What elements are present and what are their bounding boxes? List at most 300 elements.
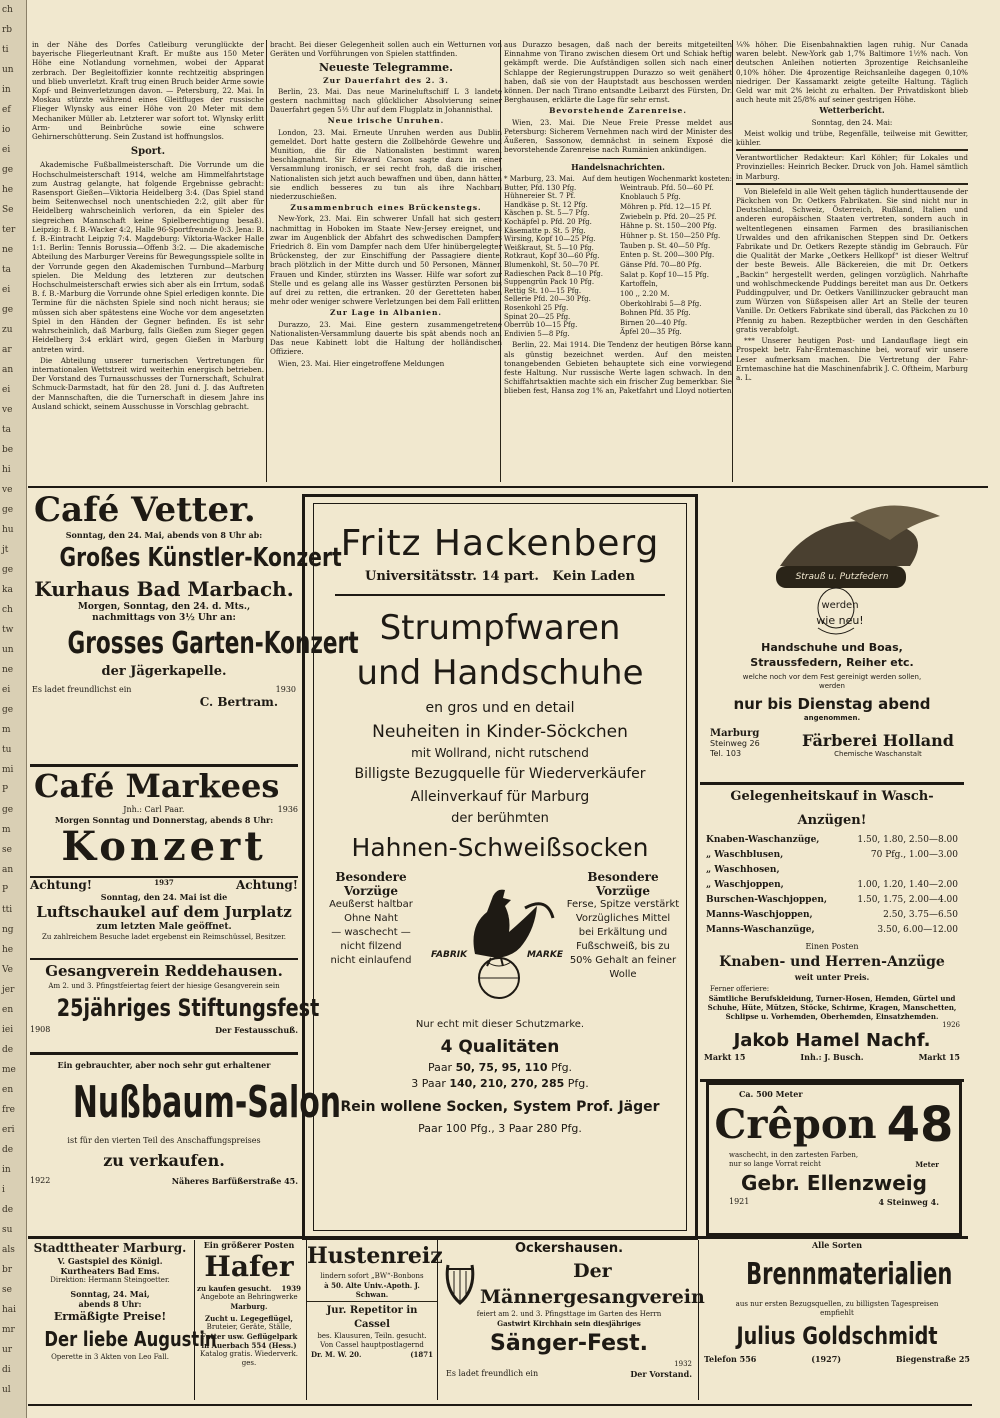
hack-beruehmt: der berühmten xyxy=(451,811,549,826)
ad-gesangverein xyxy=(30,958,320,1055)
market-price: Weintraub. Pfd. 50—60 Pf. xyxy=(620,183,714,192)
husten-l3: bes. Klausuren, Teiln. gesucht. xyxy=(317,1332,427,1340)
hack-echt: Nur echt mit dieser Schutzmarke. xyxy=(415,1019,585,1030)
prospekt-text: *** Unserer heutigen Post- und Landauflage liegt ein Prospekt betr. Fahr-Erntemaschine bei, worauf wir unsere Leser aufmerksam machen. Die Vertretung der Fahr-Erntemaschine hat die Maschinenfabrik J. C. Oftheim, Marburg a. L. xyxy=(736,336,968,382)
margin-fragment: jt xyxy=(2,545,9,555)
hack-allein: Alleinverkauf für Marburg xyxy=(410,789,590,805)
vetter-date: Sonntag, den 24. Mai, abends von 8 Uhr ab: xyxy=(65,530,263,540)
hamel-preis: weit unter Preis. xyxy=(794,972,870,982)
margin-fragment: ar xyxy=(2,345,12,355)
margin-fragment: ta xyxy=(2,425,11,435)
market-price: Birnen 20—40 Pfg. xyxy=(620,318,688,327)
hack-paar: Paar xyxy=(427,1061,453,1074)
market-price-row xyxy=(620,242,732,252)
hamel-item: „ Waschhosen, xyxy=(706,865,780,875)
margin-fragment: se xyxy=(2,1285,12,1295)
vetter-footer xyxy=(30,679,298,695)
hack-vorzug-left: nicht einlaufend xyxy=(330,955,412,966)
hack-paar3: 3 Paar xyxy=(411,1077,446,1090)
hamel-row xyxy=(700,833,964,848)
hafer-l2: Bruteier, Geräte, Ställe, xyxy=(206,1323,292,1331)
margin-fragment: iei xyxy=(2,1025,14,1035)
brenn-top: Alle Sorten xyxy=(811,1240,863,1250)
luftschaukel-title: Luftschaukel auf dem Jurplatz xyxy=(36,903,292,921)
market-price-row xyxy=(504,304,616,313)
hafer-kat: Katalog gratis. Wiederverk. ges. xyxy=(200,1350,298,1367)
crepon-firm: Gebr. Ellenzweig xyxy=(741,1171,927,1195)
hack-price-140: 140, xyxy=(449,1077,477,1090)
market-price-row xyxy=(504,278,616,287)
market-price: Radieschen Pack 8—10 Pfg. xyxy=(504,269,603,278)
margin-fragment: in xyxy=(2,1165,11,1175)
margin-fragment: ge xyxy=(2,565,14,575)
sport-heading: Sport. xyxy=(130,146,166,158)
news-column-2 xyxy=(266,40,502,482)
market-price: Kochäpfel p. Pfd. 20 Pfg. xyxy=(504,218,592,227)
hack-neuheiten: Neuheiten in Kinder-Söckchen xyxy=(372,722,628,742)
market-price-row xyxy=(620,203,732,213)
ad-faerberei-holland xyxy=(700,496,964,778)
husten-l4: Von Cassel hauptpostlagernd xyxy=(320,1341,424,1349)
hack-vorzug-left: Ohne Naht xyxy=(344,913,398,924)
hack-rein-wollen: Rein wollene Socken, System Prof. Jäger xyxy=(340,1099,660,1115)
rooster-trademark xyxy=(427,866,567,1006)
margin-fragment: he xyxy=(2,945,14,955)
margin-fragment: ve xyxy=(2,405,13,415)
hamel-anzuege: Knaben- und Herren-Anzüge xyxy=(719,954,945,970)
ad-luftschaukel xyxy=(30,876,298,958)
market-price: Rotkraut, Kopf 30—60 Pfg. xyxy=(504,252,600,261)
margin-fragment: ne xyxy=(2,665,14,675)
markees-owner: Jnh.: Carl Paar. xyxy=(123,805,185,814)
hamel-price: 3.50, 6.00—12.00 xyxy=(877,925,958,935)
market-price: Suppengrün Pack 10 Pfg. xyxy=(504,278,595,287)
margin-fragment: tw xyxy=(2,625,14,635)
hamel-footer xyxy=(700,1052,964,1062)
hack-vorzug-right: Ferse, Spitze verstärkt xyxy=(566,899,680,910)
hafer-num: 1939 xyxy=(281,1284,301,1293)
hamel-row xyxy=(700,878,964,893)
hamel-ferner: Ferner offeriere: xyxy=(710,985,770,993)
market-price: Bohnen Pfd. 35 Pfg. xyxy=(620,309,691,318)
crepon-addr: 4 Steinweg 4. xyxy=(878,1197,939,1207)
theater-title: Stadttheater Marburg. xyxy=(33,1241,187,1255)
market-price: Käschen p. St. 5—7 Pfg. xyxy=(504,209,590,218)
hafer-city: Marburg. xyxy=(230,1302,268,1311)
nuss-big: Nußbaum-Salon xyxy=(72,1077,342,1128)
margin-fragment: ei xyxy=(2,385,11,395)
ockers-sig: Der Vorstand. xyxy=(630,1369,692,1379)
trade-heading: Handelsnachrichten. xyxy=(571,162,665,173)
hamel-row xyxy=(700,863,964,878)
market-price-row xyxy=(504,184,616,193)
hamel-row xyxy=(700,848,964,863)
margin-fragment: P xyxy=(2,785,9,795)
market-price-row xyxy=(620,222,732,232)
lyre-icon xyxy=(440,1259,480,1309)
news-column-1 xyxy=(32,40,264,482)
holland-illustration xyxy=(700,496,964,640)
market-price-row xyxy=(504,209,616,218)
margin-fragment: in xyxy=(2,85,11,95)
hamel-item: Burschen-Waschjoppen, xyxy=(706,895,827,905)
ad-crepon xyxy=(706,1082,962,1236)
market-price-row xyxy=(620,261,732,271)
news-column-3 xyxy=(500,40,732,482)
margin-fragment: Se xyxy=(2,205,14,215)
irish-heading: Neue irische Unruhen. xyxy=(327,116,445,126)
hack-price-270: 270, xyxy=(510,1077,538,1090)
market-price-row xyxy=(504,295,616,304)
crepon-big: Crêpon xyxy=(714,1101,877,1148)
margin-fragment: ti xyxy=(2,45,9,55)
hack-bv-right-title: Besondere Vorzüge xyxy=(587,870,659,898)
holland-wie-neu: wie neu! xyxy=(816,614,864,627)
margin-fragment: de xyxy=(2,1145,14,1155)
tsar-text: Wien, 23. Mai. Die Neue Freie Presse meldet aus Petersburg: Sicherem Vernehmen nach wird der Minister des Äußeren, Sassonow, demnächst in seinem Exposé die bevorstehende Zarenreise nach Rumänien ankündigen. xyxy=(504,117,732,155)
market-note: Auf dem heutigen Wochenmarkt kosteten: xyxy=(582,174,732,183)
margin-fragment: un xyxy=(2,65,14,75)
hafer-big: Hafer xyxy=(204,1250,294,1283)
crepon-num: 1921 xyxy=(729,1197,750,1206)
margin-fragment: zu xyxy=(2,325,13,335)
market-price: Käsematte p. St. 5 Pfg. xyxy=(504,226,586,235)
hack-vorzug-right: 50% Gehalt an feiner xyxy=(569,955,677,966)
zeppelin-heading: Zur Dauerfahrt des 2. 3. xyxy=(323,75,449,85)
hamel-list: Sämtliche Berufskleidung, Turner-Hosen, Hemden, Gürtel und Schuhe, Hüte, Mützen, Stöcke, Schirme, Kragen, Manschetten, Schlipse u. Vorhemden, Oberhemden, Einsatzhemden. xyxy=(707,994,957,1021)
market-price: Knoblauch 5 Pfg. xyxy=(620,193,681,202)
margin-fragment: ef xyxy=(2,105,11,115)
margin-fragment: P xyxy=(2,885,9,895)
boerse-text: Berlin, 22. Mai 1914. Die Tendenz der heutigen Börse kann als günstig bezeichnet werden. Auf den meisten tonangebenden Gebieten behauptete sich eine vorwiegend feste Haltung. Nur russische Werte lagen schwach. In den Schiffahrtsaktien machte sich ein frischer Zug bemerkbar. Sie blieben fest, Hansa zog 1% an, Paketfahrt und Lloyd notierten xyxy=(504,340,732,396)
market-price-row xyxy=(504,261,616,270)
margin-fragment: i xyxy=(2,1185,5,1195)
hack-price-75: 75, xyxy=(478,1061,499,1074)
margin-fragment: su xyxy=(2,1225,13,1235)
holland-l3: welche noch vor dem Fest gereinigt werden sollen, werden xyxy=(742,673,922,690)
market-price-row xyxy=(504,244,616,253)
markees-num: 1936 xyxy=(277,805,298,814)
market-price: Handkäse p. St. 12 Pfg. xyxy=(504,200,588,209)
hack-price-50: 50, xyxy=(455,1061,476,1074)
market-price: Weißkraut, St. 5—10 Pfg. xyxy=(504,243,594,252)
margin-fragment: de xyxy=(2,1045,14,1055)
crepon-top: Ca. 500 Meter xyxy=(739,1089,803,1099)
vetter-headline: Großes Künstler-Konzert xyxy=(59,543,342,573)
ockers-l2: Gastwirt Kirchhain sein diesjähriges xyxy=(497,1319,641,1328)
ockers-lade: Es ladet freundlich ein xyxy=(446,1369,539,1378)
hafer-top: Ein größerer Posten xyxy=(203,1240,295,1250)
tsar-heading: Bevorstehende Zarenreise. xyxy=(549,106,687,116)
ockers-num: 1932 xyxy=(674,1360,692,1368)
hamel-price: 2.50, 3.75—6.50 xyxy=(883,910,958,920)
hack-hahnen: Hahnen-Schweißsocken xyxy=(351,833,649,862)
weather-date: Sonntag, den 24. Mai: xyxy=(811,117,893,127)
margin-fragment: be xyxy=(2,445,14,455)
hack-price-95: 95, xyxy=(501,1061,522,1074)
theater-time: abends 8 Uhr: xyxy=(78,1299,142,1309)
margin-fragment: me xyxy=(2,1065,16,1075)
left-margin-strip xyxy=(0,0,27,1418)
theater-l2: Kurtheaters Bad Ems. xyxy=(60,1266,160,1276)
market-price: Sellerie Pfd. 20—30 Pfg. xyxy=(504,295,591,304)
market-price-row xyxy=(504,218,616,227)
ad-hafer xyxy=(194,1240,303,1400)
market-price-row xyxy=(504,201,616,210)
achtung-num: 1937 xyxy=(154,878,174,887)
holland-street: Steinweg 26 xyxy=(710,739,760,748)
margin-fragment: un xyxy=(2,645,14,655)
hamel-owner: Inh.: J. Busch. xyxy=(800,1052,864,1062)
holland-l1: Handschuhe und Boas, xyxy=(761,641,903,654)
margin-fragment: ter xyxy=(2,225,16,235)
margin-fragment: hi xyxy=(2,465,11,475)
vienna-text: Wien, 23. Mai. Hier eingetroffene Meldungen xyxy=(278,358,445,368)
margin-fragment: Ve xyxy=(2,965,13,975)
hamel-title: Gelegenheitskauf in Wasch-Anzügen! xyxy=(730,789,934,828)
bridge-heading: Zusammenbruch eines Brückenstegs. xyxy=(290,203,482,213)
margin-fragment: mr xyxy=(2,1325,15,1335)
weather-heading: Wetterbericht. xyxy=(819,105,885,116)
holland-l4: nur bis Dienstag abend xyxy=(733,695,931,713)
imprint: Verantwortlicher Redakteur: Karl Köhler; für Lokales und Provinzielles: Heinrich Becker. Druck von Joh. Hamel sämtlich in Marburg. xyxy=(736,153,968,181)
margin-fragment: se xyxy=(2,845,12,855)
hack-vorzug-right: Vorzügliches Mittel xyxy=(575,913,671,924)
hamel-row xyxy=(700,893,964,908)
ad-jakob-hamel xyxy=(700,782,964,1082)
hack-price-285: 285 xyxy=(541,1077,565,1090)
market-price: Spinat 20—25 Pfg. xyxy=(504,312,571,321)
margin-fragment: ne xyxy=(2,245,14,255)
boerse-cont: ¼% höher. Die Eisenbahnaktien lagen ruhig. Nur Canada waren belebt. New-York gab 1,7% Baltimore 1½% nach. Von deutschen Anleihen notierten 3prozentige Reichsanleihe 0,10% höher. Die 4prozentige Reichsanleihe dagegen 0,10% niedriger. Der Kassamarkt zeigte geteilte Haltung. Täglich Geld war mit 2% leicht zu erhalten. Der Privatdiskont blieb auch heute mit 25/8% auf seiner gestrigen Höhe. xyxy=(736,40,968,105)
hamel-price-table xyxy=(700,833,964,938)
margin-fragment: ch xyxy=(2,605,13,615)
margin-fragment: ge xyxy=(2,165,14,175)
hack-wollrand: mit Wollrand, nicht rutschend xyxy=(411,746,589,760)
sport-text-2: Die Abteilung unserer turnerischen Vertretungen für internationalen Wettstreit wird weiterhin energisch betrieben. Der Vorstand des Turnausschusses der Turnerschaft, Schulrat Schmuck-Darmstadt, hat für den 28. Juni d. J. das Auftreten der Mannschaften, die die Turnerschaft in diesem Jahre ins Ausland schickt, seinem Ausschusse in Vorschlag gebracht. xyxy=(32,355,264,411)
market-price: Wirsing, Kopf 10—25 Pfg. xyxy=(504,235,596,244)
market-price: Kartoffeln, xyxy=(620,280,658,289)
margin-fragment: ge xyxy=(2,505,14,515)
margin-fragment: ei xyxy=(2,285,11,295)
margin-fragment: ur xyxy=(2,1345,13,1355)
hamel-price: 1.00, 1.20, 1.40—2.00 xyxy=(857,880,958,890)
hack-vorzug-right: Wolle xyxy=(609,969,637,980)
margin-fragment: ng xyxy=(2,925,14,935)
holland-sub: Chemische Waschanstalt xyxy=(834,750,922,758)
hack-strumpfwaren: Strumpfwaren xyxy=(379,608,621,648)
markees-days: Morgen Sonntag und Donnerstag, abends 8 Uhr: xyxy=(54,815,274,825)
oetker-text: Von Bielefeld in alle Welt gehen täglich hunderttausende der Päckchen von Dr. Oetkers Fabrikaten. Sie sind nicht nur in Deutschland, Schweiz, Österreich, Rußland, Italien und anderen europäischen Staaten vertreten, sondern auch in weltentlegenen einsamen Farmen des brasilianischen Urwaldes und den afrikanischen Steppen sind Dr. Oetkers Fabrikate und Dr. Oetkers Rezepte ständig im Gebrauch. Für die Qualität der Marke „Oetkers Hellkopf“ ist dieser Weltruf der beste Beweis. Alle Bäckereien, die mit Dr. Oetkers „Backin“ hergestellt werden, gelingen vorzüglich. Nahrhafte und wohlschmeckende Puddings bereitet man aus Dr. Oetkers Puddingpulver, und Dr. Oetkers Vanillinzucker gebraucht man zum Würzen von Süßspeisen aller Art an Stelle der teuren Vanille. Dr. Oetkers Fabrikate sind überall, das Päckchen zu 10 Pfennig zu haben. Rezeptbücher werden in den Geschäften gratis verabfolgt. xyxy=(736,186,968,334)
holland-firm: Färberei Holland xyxy=(801,731,954,750)
hamel-price xyxy=(843,863,964,878)
holland-l2: Straussfedern, Reiher etc. xyxy=(750,656,914,669)
hack-vorzug-right: bei Erkältung und xyxy=(578,927,668,938)
market-price: Äpfel 20—35 Pfg. xyxy=(620,328,682,337)
market-price: Rettig St. 10—15 Pfg. xyxy=(504,286,582,295)
theater-l1: V. Gastspiel des Königl. xyxy=(57,1256,163,1266)
brenn-big: Brennmaterialien xyxy=(746,1257,953,1292)
kurhaus-name: Kurhaus Bad Marbach. xyxy=(34,577,294,601)
durazzo-text: aus Durazzo besagen, daß nach der bereits mitgeteilten Einnahme von Tirano zwischen diesem Ort und Schiak heftig gekämpft werde. Die Aufständigen sollen sich nach einer Schlappe der Regierungstruppen Durazzo so weit genähert haben, daß sie von der Hauptstadt aus beschossen werden können. Der nach Tirano entsandte Leibarzt des Fürsten, Dr. Berghausen, erklärte die Lage für sehr ernst. xyxy=(504,40,732,105)
ockers-fest: Sänger-Fest. xyxy=(489,1331,649,1356)
market-price-row xyxy=(620,193,732,203)
hamel-row xyxy=(700,908,964,923)
margin-fragment: ul xyxy=(2,1385,11,1395)
holland-l5: angenommen. xyxy=(803,714,861,722)
crepon-price: 48 xyxy=(886,1097,954,1153)
margin-fragment: ei xyxy=(2,145,11,155)
margin-fragment: fre xyxy=(2,1105,15,1115)
brenn-l2: empfiehlt xyxy=(820,1309,854,1317)
market-price-row xyxy=(620,232,732,242)
husten-big: Hustenreiz xyxy=(307,1243,443,1269)
bridge-text: New-York, 23. Mai. Ein schwerer Unfall hat sich gestern nachmittag in Hoboken im Staate New-Jersey ereignet, und zwar im Augenblick der Abfahrt des schwedischen Dampfers Friedrich 8. Ein vom Dampfer nach dem Ufer hinübergelegter Brückensteg, der zur Einschiffung der Passagiere diente, brach plötzlich in der Mitte durch und 50 Personen, Männer, Frauen und Kinder, stürzten ins Wasser. Hilfe war sofort zur Stelle und es gelang alle ins Wasser gestürzten Personen bis auf drei zu retten, die ertranken. 20 der Geretteten haben mehr oder weniger schwere Verletzungen bei dem Fall erlitten. xyxy=(270,214,502,307)
market-price: Blumenkohl, St. 50—70 Pf. xyxy=(504,260,600,269)
kurhaus-date: Morgen, Sonntag, den 24. d. Mts., xyxy=(77,602,251,612)
market-price-row xyxy=(504,313,616,322)
market-price: Tauben p. St. 40—50 Pfg. xyxy=(620,241,711,250)
gesang-big: 25jähriges Stiftungsfest xyxy=(56,994,320,1022)
market-price-row xyxy=(620,328,732,338)
ad-cafe-vetter xyxy=(30,490,359,760)
kurhaus-time: nachmittags von 3½ Uhr an: xyxy=(92,613,236,623)
vetter-invite: Es ladet freundlichst ein xyxy=(32,685,132,694)
market-price: Rosenkohl 25 Pfg. xyxy=(504,303,569,312)
market-price: Zwiebeln p. Pfd. 20—25 Pf. xyxy=(620,212,717,221)
market-price-row xyxy=(620,309,732,319)
market-price-row xyxy=(620,280,732,290)
hack-vorzuege xyxy=(305,866,695,1016)
weather-text: Meist wolkig und trübe, Regenfälle, teilweise mit Gewitter, kühler. xyxy=(736,128,968,148)
market-price: 100 ,, 2.20 M. xyxy=(620,289,670,298)
theater-preis: Ermäßigte Preise! xyxy=(53,1310,167,1323)
holland-footer xyxy=(700,723,964,759)
col2-intro: bracht. Bei dieser Gelegenheit sollen auch ein Wetturnen von Geräten und Vorführungen von Spielen stattfinden. xyxy=(270,40,502,59)
hack-qualitaeten: 4 Qualitäten xyxy=(440,1037,560,1057)
hamel-markt-1: Markt 15 xyxy=(704,1052,746,1062)
margin-fragment: ei xyxy=(2,685,11,695)
nuss-num: 1922 xyxy=(30,1176,51,1185)
margin-fragment: ka xyxy=(2,585,13,595)
telegramme-heading: Neueste Telegramme. xyxy=(319,61,453,75)
husten-l1: lindern sofort „BW“-Bonbons xyxy=(320,1272,424,1280)
margin-fragment: tti xyxy=(2,905,13,915)
theater-dir: Direktion: Hermann Steingoetter. xyxy=(50,1276,170,1284)
theater-date: Sonntag, 24. Mai, xyxy=(70,1289,150,1299)
hafer-kauf: zu kaufen gesucht. xyxy=(197,1284,272,1293)
market-price-row xyxy=(504,252,616,261)
fabrik-label: FABRIK xyxy=(431,950,468,960)
hack-vorzug-right: Fußschweiß, bis zu xyxy=(576,941,670,952)
hack-vorzug-left: — waschecht — xyxy=(331,927,411,938)
hamel-item: „ Waschjoppen, xyxy=(706,880,784,890)
market-price-row xyxy=(504,235,616,244)
hafer-l4: in Auerbach 554 (Hess.) xyxy=(201,1341,297,1350)
market-intro xyxy=(504,175,732,184)
margin-fragment: de xyxy=(2,1205,14,1215)
hack-pfg-2: Pfg. xyxy=(567,1077,589,1090)
margin-fragment: br xyxy=(2,1265,13,1275)
market-price-row xyxy=(504,321,616,330)
margin-fragment: m xyxy=(2,825,11,835)
gesang-line: Am 2. und 3. Pfingstfeiertag feiert der hiesige Gesangverein sein xyxy=(48,982,280,990)
albania-text: Durazzo, 23. Mai. Eine gestern zusammengetretene Nationalisten-Versammlung dauerte bis spät abends noch an. Das neue Kabinett lobt die Haltung der holländischen Offiziere. xyxy=(270,319,502,357)
husten-l2: à 50. Alte Univ.-Apoth. J. Schwan. xyxy=(324,1281,420,1299)
margin-fragment: di xyxy=(2,1365,11,1375)
hack-price-210: 210, xyxy=(480,1077,508,1090)
market-list-left xyxy=(504,184,616,339)
crepon-row xyxy=(709,1160,959,1169)
market-price-row xyxy=(504,270,616,279)
brenn-tel: Telefon 556 xyxy=(704,1354,757,1364)
crepon-l1: waschecht, in den zartesten Farben, xyxy=(729,1151,859,1159)
market-price-row xyxy=(620,251,732,261)
margin-fragment: mi xyxy=(2,765,14,775)
achtung-date: Sonntag, den 24. Mai ist die xyxy=(100,892,228,902)
market-prices xyxy=(504,184,732,339)
margin-fragment: ch xyxy=(2,5,13,15)
hack-kein-laden: Kein Laden xyxy=(552,569,635,584)
market-date: * Marburg, 23. Mai. xyxy=(504,174,575,183)
hafer-l3: Futter usw. Geflügelpark xyxy=(200,1332,298,1341)
flight-accident-text: in der Nähe des Dorfes Catleiburg verunglückte der bayerische Fliegerleutnant Kraft. Er mußte aus 150 Meter Höhe eine Notlandung vornehmen, wobei der Apparat zerbrach. Der Begleitoffizier konnte rechtzeitig abspringen und blieb unverletzt. Kraft trug einen Bruch beider Arme sowie Kopf- und Beinverletzungen davon. — Petersburg, 22. Mai. In Moskau stürzte während eines Gleitfluges der russische Flieger Wlynsky aus einer Höhe von 20 Meter mit dem Mechaniker Müller ab. Letzterer war sofort tot. Wlynsky erlitt Arm- und Beinbrüche sowie eine schwere Gehirnerschütterung. Sein Zustand ist hoffnungslos. xyxy=(32,40,265,142)
holland-city: Marburg xyxy=(710,728,760,739)
luftschaukel-invite: Zu zahlreichem Besuche ladet ergebenst ein Reimschüssel, Besitzer. xyxy=(41,933,286,941)
luftschaukel-last: zum letzten Male geöffnet. xyxy=(96,922,232,932)
nuss-mid: ist für den vierten Teil des Anschaffungspreises xyxy=(67,1136,261,1145)
crepon-meter: Meter xyxy=(915,1160,939,1169)
hack-bv-left-title: Besondere Vorzüge xyxy=(335,870,407,898)
market-price-row xyxy=(620,184,732,194)
hamel-firm: Jakob Hamel Nachf. xyxy=(733,1030,931,1051)
margin-fragment: m xyxy=(2,725,11,735)
garten-konzert: Grosses Garten-Konzert xyxy=(67,626,359,661)
ad-ockershausen xyxy=(440,1240,705,1400)
margin-fragment: hu xyxy=(2,525,14,535)
hamel-markt-2: Markt 15 xyxy=(918,1052,960,1062)
margin-fragment: ta xyxy=(2,265,11,275)
market-price: Hähne p. St. 150—200 Pfg. xyxy=(620,222,717,231)
ockers-title: Ockershausen. xyxy=(514,1241,624,1256)
market-price: Möhren p. Pfd. 12—15 Pf. xyxy=(620,202,712,211)
hamel-row xyxy=(700,923,964,938)
market-price-row xyxy=(620,300,732,310)
irish-text: London, 23. Mai. Erneute Unruhen werden aus Dublin gemeldet. Dort hatte gestern die Zollbehörde Gewehre und Munition, die für die Nationalisten bestimmt waren, beschlagnahmt. Sir Edward Carson sagte dazu in einer Versammlung ironisch, er sei recht froh, daß die irischen Nationalisten sich jetzt auch bewaffnen und üben, dann hätten sie endlich besseres zu tun als ihre Nachbarn niederzuschießen. xyxy=(270,127,502,202)
gesang-num: 1908 xyxy=(30,1025,51,1034)
hamel-num: 1926 xyxy=(942,1021,960,1029)
theater-op: Operette in 3 Akten von Leo Fall. xyxy=(51,1353,169,1361)
gesang-title: Gesangverein Reddehausen. xyxy=(45,962,283,980)
ockers-main xyxy=(440,1258,705,1310)
husten-l5: Dr. M. W. 20. xyxy=(311,1350,362,1359)
margin-fragment: eri xyxy=(2,1125,15,1135)
holland-tel: Tel. 103 xyxy=(710,749,742,758)
margin-fragment: ge xyxy=(2,305,14,315)
market-price: Oberrüb 10—15 Pfg. xyxy=(504,321,578,330)
market-price: Oberkohlrabi 5—8 Pfg. xyxy=(620,299,702,308)
hack-handschuhe: und Handschuhe xyxy=(356,653,644,693)
hamel-price: 1.50, 1.75, 2.00—4.00 xyxy=(857,895,958,905)
market-list-right xyxy=(620,184,732,339)
margin-fragment: ve xyxy=(2,485,13,495)
ockers-big: Der Männergesangverein xyxy=(480,1260,705,1308)
news-column-4 xyxy=(732,40,968,482)
rooster-icon xyxy=(427,866,567,1006)
achtung-left: Achtung! xyxy=(30,878,92,892)
hack-engros: en gros und en detail xyxy=(425,700,575,716)
market-price: Butter, Pfd. 130 Pfg. xyxy=(504,183,577,192)
